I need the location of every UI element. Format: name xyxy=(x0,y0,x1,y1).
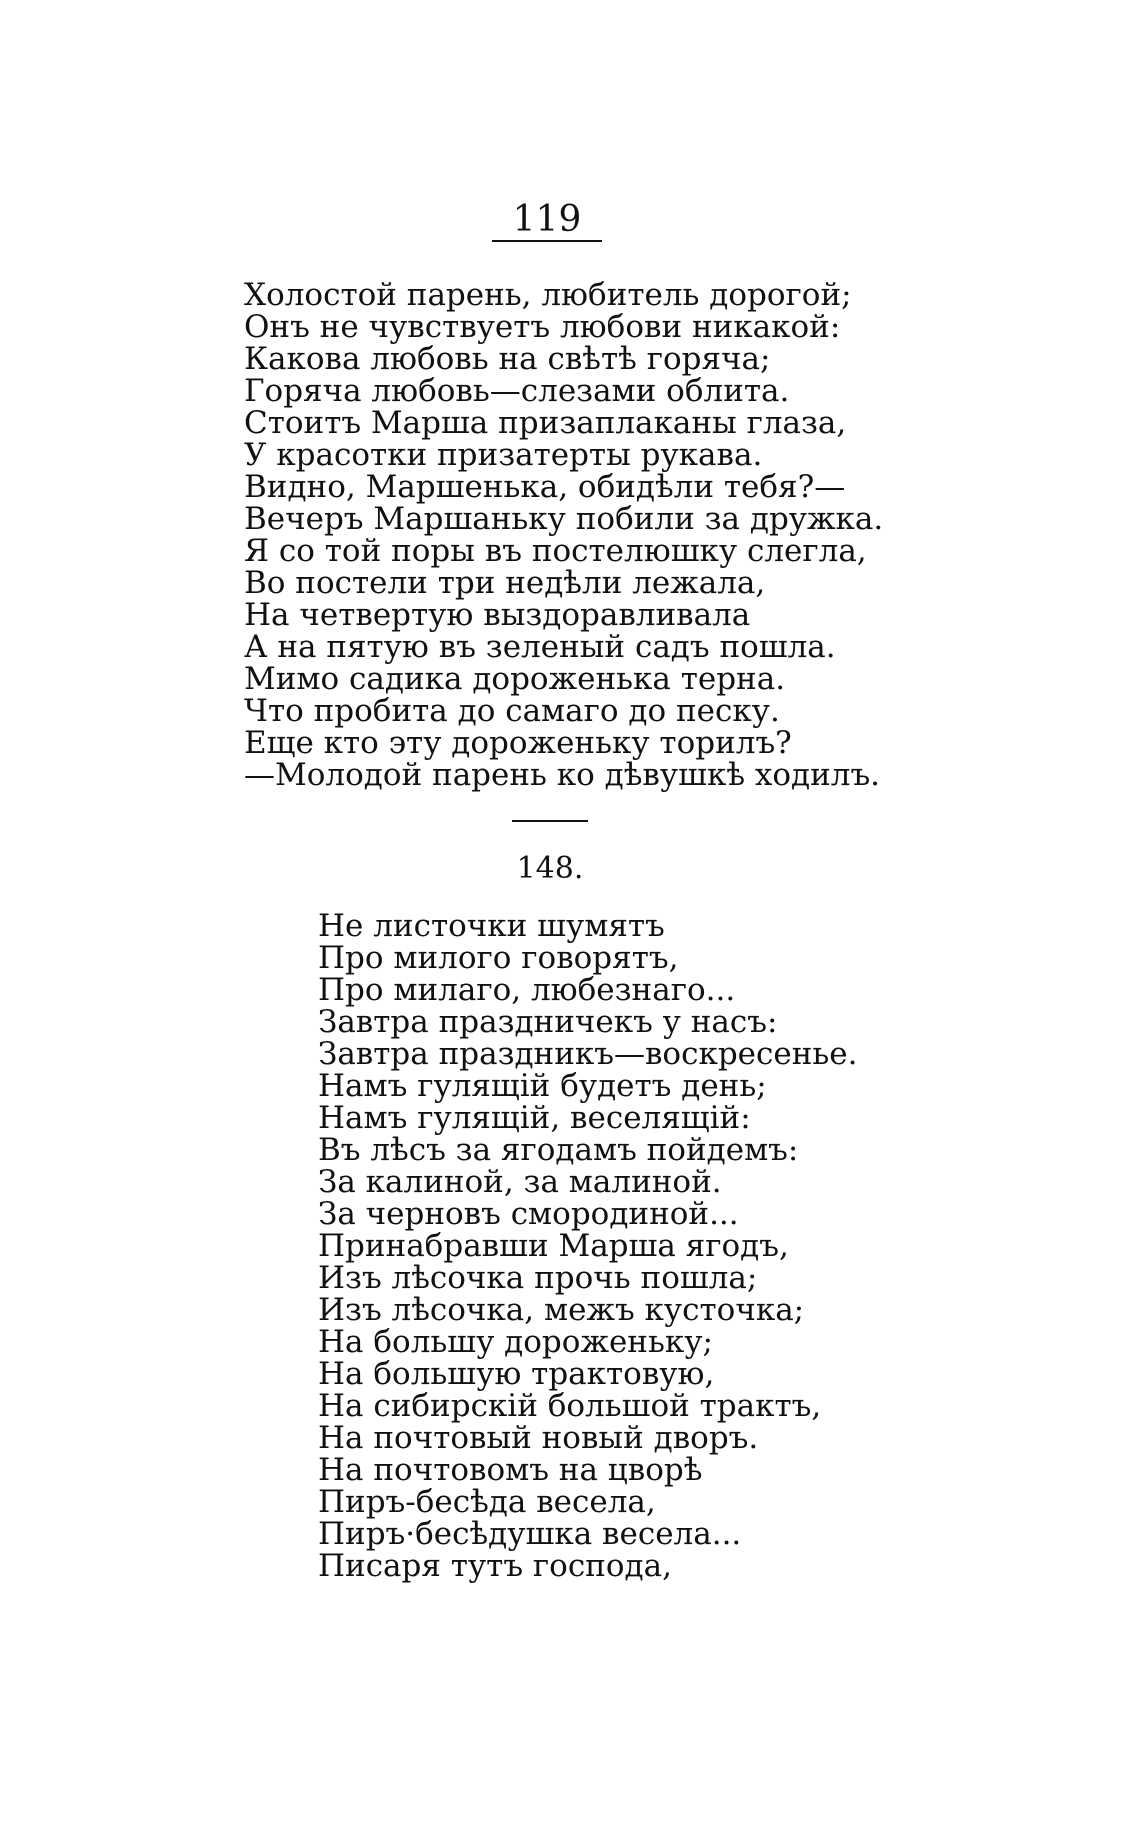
poem-line: Про милого говорятъ, xyxy=(318,940,679,976)
poem-line: У красотки призатерты рукава. xyxy=(244,437,763,473)
poem-line: Вечеръ Маршаньку побили за дружка. xyxy=(244,501,884,537)
poem-line: Я со той поры въ постелюшку слегла, xyxy=(244,533,867,569)
poem-line: За калиной, за малиной. xyxy=(318,1164,722,1200)
poem-line: —Молодой парень ко дѣвушкѣ ходилъ. xyxy=(244,757,881,793)
poem-line: Пиръ·бесѣдушка весела... xyxy=(318,1516,742,1552)
poem-line: Изъ лѣсочка, межъ кусточка; xyxy=(318,1292,805,1328)
poem-line: Про милаго, любезнаго... xyxy=(318,972,736,1008)
poem-line: Что пробита до самаго до песку. xyxy=(244,693,780,729)
poem-line: На почтовый новый дворъ. xyxy=(318,1420,759,1456)
page-number: 119 xyxy=(512,199,582,240)
poem-line: Холостой парень, любитель дорогой; xyxy=(244,277,852,313)
poem-line: А на пятую въ зеленый садъ пошла. xyxy=(244,629,836,665)
poem-line: Намъ гулящій, веселящій: xyxy=(318,1100,751,1136)
poem-line: Пиръ-бесѣда весела, xyxy=(318,1484,656,1520)
poem-continued xyxy=(244,279,883,791)
poem-line: Видно, Маршенька, обидѣли тебя?— xyxy=(244,469,846,505)
poem-line: Стоитъ Марша призаплаканы глаза, xyxy=(244,405,847,441)
poem-line: Какова любовь на свѣтѣ горяча; xyxy=(244,341,771,377)
poem-line: Мимо садика дороженька терна. xyxy=(244,661,786,697)
poem-line: Въ лѣсъ за ягодамъ пойдемъ: xyxy=(318,1132,799,1168)
poem-line: Еще кто эту дороженьку торилъ? xyxy=(244,725,792,761)
poem-line: На большую трактовую, xyxy=(318,1356,715,1392)
poem-section xyxy=(318,910,857,1582)
poem-line: На почтовомъ на цворѣ xyxy=(318,1452,703,1488)
poem-line: Изъ лѣсочка прочь пошла; xyxy=(318,1260,758,1296)
poem-line: Горяча любовь—слезами облита. xyxy=(244,373,790,409)
poem-line: На сибирскій большой трактъ, xyxy=(318,1388,822,1424)
poem-line: Завтра праздникъ—воскресенье. xyxy=(318,1036,858,1072)
poem-line: Не листочки шумятъ xyxy=(318,908,665,944)
poem-line: Намъ гулящій будетъ день; xyxy=(318,1068,767,1104)
page-number-rule xyxy=(492,240,602,242)
poem-line: Завтра праздничекъ у насъ: xyxy=(318,1004,778,1040)
poem-line: Во постели три недѣли лежала, xyxy=(244,565,766,601)
poem-line: Принабравши Марша ягодъ, xyxy=(318,1228,789,1264)
section-number: 148. xyxy=(516,851,584,886)
poem-line: На четвертую выздоравливала xyxy=(244,597,751,633)
poem-line: Писаря тутъ господа, xyxy=(318,1548,672,1584)
poem-line: Онъ не чувствуетъ любови никакой: xyxy=(244,309,841,345)
section-divider xyxy=(512,820,588,822)
poem-line: За черновъ смородиной... xyxy=(318,1196,739,1232)
poem-line: На большу дороженьку; xyxy=(318,1324,713,1360)
